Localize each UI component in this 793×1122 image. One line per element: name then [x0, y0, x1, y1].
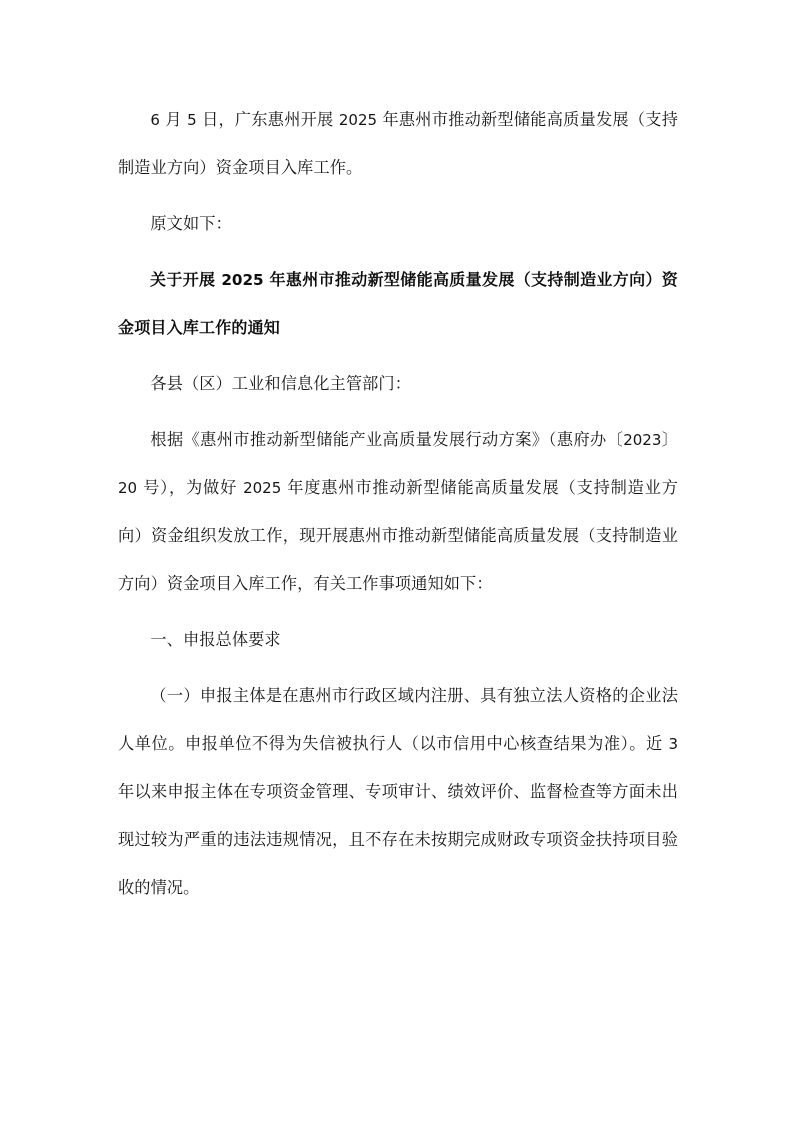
numeral-run: 20 — [118, 479, 138, 497]
numeral-run: 2023 — [623, 431, 662, 449]
section-one-heading: 一、申报总体要求 — [150, 630, 281, 649]
lead-paragraph: 6 月 5 日，广东惠州开展 2025 年惠州市推动新型储能高质量发展（支持制造业方向）资金项目入库工作。 — [118, 110, 678, 177]
numeral-run: 2025 — [221, 271, 264, 289]
numeral-run: 2025 — [338, 111, 378, 129]
numeral-run: 2025 — [243, 479, 282, 497]
numeral-run: 3 — [668, 735, 678, 753]
notice-title: 关于开展 2025 年惠州市推动新型储能高质量发展（支持制造业方向）资金项目入库工作的通知 — [118, 270, 678, 337]
item-one-one-paragraph: （一）申报主体是在惠州市行政区域内注册、具有独立法人资格的企业法人单位。申报单位不得为失信被执行人（以市信用中心核查结果为准）。近 3 年以来申报主体在专项资金管理、专项审计、绩效评价、监督检查等方面未出现过较为严重的违法违规情况，且不存在未按期完成财政专项资金扶持项目验收的情况。 — [118, 686, 678, 897]
source-note-paragraph: 原文如下： — [150, 214, 232, 233]
addressee-line: 各县（区）工业和信息化主管部门： — [150, 374, 411, 393]
document-body — [118, 0, 678, 912]
preamble-paragraph: 根据《惠州市推动新型储能产业高质量发展行动方案》（惠府办〔2023〕20 号），为做好 2025 年度惠州市推动新型储能高质量发展（支持制造业方向）资金组织发放工作，现开展惠州市推动新型储能高质量发展（支持制造业方向）资金项目入库工作，有关工作事项通知如下： — [118, 430, 678, 593]
numeral-run: 6 — [150, 111, 160, 129]
numeral-run: 5 — [187, 111, 197, 129]
